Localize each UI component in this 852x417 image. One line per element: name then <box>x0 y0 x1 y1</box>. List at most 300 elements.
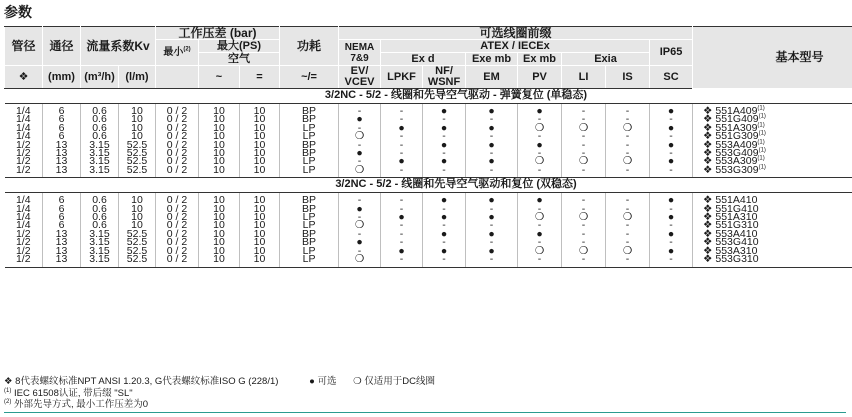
cell-sc: - <box>650 149 693 157</box>
cell-ac: 10 <box>199 166 240 174</box>
cell-pipe: 1/2 <box>15 236 31 249</box>
cell-power: BP <box>280 238 339 246</box>
col-atex: ATEX / IECEx <box>381 40 650 53</box>
cell-dc: 10 <box>240 132 280 140</box>
cell-ac: 10 <box>199 205 240 213</box>
cell-pv: ● <box>518 107 562 115</box>
col-flow: 流量系数Kv <box>81 27 156 66</box>
legend-dc-only: ❍ 仅适用于DC线圈 <box>353 376 435 387</box>
cell-min-max: 0 / 2 <box>156 132 199 140</box>
cell-is: - <box>606 230 650 238</box>
cell-ac: 10 <box>199 221 240 229</box>
cell-em: ● <box>466 157 518 165</box>
cell-power: BP <box>280 107 339 115</box>
cell-pv: - <box>518 115 562 123</box>
cell-min-max: 0 / 2 <box>156 115 199 123</box>
cell-li: ❍ <box>562 213 606 221</box>
model-number: ❖ 551A309 <box>703 121 758 134</box>
cell-orifice: 6 <box>43 115 81 123</box>
cell-pipe: 1/2 <box>15 163 31 176</box>
unit-is: IS <box>606 66 650 89</box>
cell-nf: ● <box>423 230 466 238</box>
spec-table <box>4 26 852 268</box>
cell-li: - <box>562 115 606 123</box>
cell-lpkf: - <box>381 255 423 263</box>
cell-pv: - <box>518 238 562 246</box>
col-ip65: IP65 <box>650 40 693 66</box>
cell-nf: - <box>423 255 466 263</box>
cell-li: - <box>562 196 606 204</box>
cell-power: BP <box>280 196 339 204</box>
cell-li: - <box>562 141 606 149</box>
cell-is: - <box>606 149 650 157</box>
section-header <box>5 89 852 104</box>
thread-note: ❖ 8代表螺纹标准NPT ANSI 1.20.3, G代表螺纹标准ISO G (228/1) <box>4 376 279 387</box>
cell-sc: ● <box>650 107 693 115</box>
cell-ev: - <box>339 230 381 238</box>
model-number: ❖ 553G409 <box>703 147 759 160</box>
cell-power: BP <box>280 115 339 123</box>
col-exmb-pv: Ex mb <box>518 53 562 66</box>
cell-pv: ❍ <box>518 157 562 165</box>
cell-lpkf: - <box>381 238 423 246</box>
footnote-thread <box>4 376 846 388</box>
cell-lpkf: - <box>381 230 423 238</box>
cell-is: ❍ <box>606 124 650 132</box>
cell-dc: 10 <box>240 221 280 229</box>
cell-kv-m3h: 0.6 <box>81 205 119 213</box>
cell-orifice: 13 <box>43 166 81 174</box>
cell-pipe: 1/4 <box>15 194 31 207</box>
cell-is: - <box>606 115 650 123</box>
cell-em: - <box>466 166 518 174</box>
spec-table-container <box>4 26 846 268</box>
cell-pipe: 1/4 <box>15 121 31 134</box>
cell-lpkf: - <box>381 166 423 174</box>
cell-orifice: 6 <box>43 221 81 229</box>
model-number: ❖ 551G309 <box>703 130 759 143</box>
cell-ev: - <box>339 213 381 221</box>
unit-lpkf: LPKF <box>381 66 423 89</box>
cell-sc: - <box>650 221 693 229</box>
cell-orifice: 13 <box>43 247 81 255</box>
cell-pipe: 1/4 <box>15 219 31 232</box>
cell-li: - <box>562 107 606 115</box>
table-body <box>5 89 852 268</box>
cell-kv-lmin: 10 <box>119 221 156 229</box>
cell-orifice: 6 <box>43 196 81 204</box>
cell-li: - <box>562 221 606 229</box>
cell-dc: 10 <box>240 166 280 174</box>
col-prefix-group: 可选线圈前缀 <box>339 27 693 40</box>
cell-kv-lmin: 10 <box>119 213 156 221</box>
model-number: ❖ 553A409 <box>703 138 758 151</box>
cell-kv-lmin: 52.5 <box>119 247 156 255</box>
cell-model <box>693 163 852 176</box>
cell-em: - <box>466 221 518 229</box>
cell-kv-m3h: 3.15 <box>81 230 119 238</box>
cell-dc: 10 <box>240 157 280 165</box>
cell-lpkf: - <box>381 141 423 149</box>
cell-nf: - <box>423 149 466 157</box>
cell-min-max: 0 / 2 <box>156 141 199 149</box>
model-number: ❖ 551G310 <box>703 219 759 232</box>
table-row <box>5 255 852 263</box>
cell-is: - <box>606 221 650 229</box>
cell-dc: 10 <box>240 205 280 213</box>
legend-available: ● 可选 <box>309 376 337 387</box>
unit-li: LI <box>562 66 606 89</box>
cell-is: - <box>606 238 650 246</box>
cell-pipe: 1/4 <box>15 211 31 224</box>
cell-power: BP <box>280 141 339 149</box>
cell-nf: - <box>423 115 466 123</box>
cell-li: - <box>562 230 606 238</box>
cell-ac: 10 <box>199 157 240 165</box>
cell-sc: ● <box>650 124 693 132</box>
cell-kv-lmin: 10 <box>119 205 156 213</box>
cell-min-max: 0 / 2 <box>156 149 199 157</box>
unit-power: ~/= <box>280 66 339 89</box>
cell-nf: ● <box>423 157 466 165</box>
cell-ac: 10 <box>199 230 240 238</box>
cell-ev: ● <box>339 149 381 157</box>
cell-kv-lmin: 10 <box>119 107 156 115</box>
col-exd: Ex d <box>381 53 466 66</box>
cell-lpkf: ● <box>381 213 423 221</box>
cell-li: - <box>562 166 606 174</box>
cell-power: BP <box>280 205 339 213</box>
section-title: 3/2NC - 5/2 - 线圈和先导空气驱动 - 弹簧复位 (单稳态) <box>5 89 852 104</box>
cell-pv: - <box>518 149 562 157</box>
cell-kv-m3h: 0.6 <box>81 124 119 132</box>
cell-pv: - <box>518 166 562 174</box>
cell-kv-lmin: 10 <box>119 196 156 204</box>
cell-em: - <box>466 132 518 140</box>
cell-kv-m3h: 3.15 <box>81 149 119 157</box>
col-power: 功耗 <box>280 27 339 66</box>
cell-min-max: 0 / 2 <box>156 221 199 229</box>
cell-pipe: 1/4 <box>15 105 31 117</box>
cell-min-max: 0 / 2 <box>156 196 199 204</box>
cell-lpkf: - <box>381 132 423 140</box>
model-number: ❖ 551G409 <box>703 113 759 126</box>
footnote-2: $^{(2)}$ 外部先导方式, 最小工作压差为0 <box>4 398 149 410</box>
col-exmb-em: Exe mb <box>466 53 518 66</box>
cell-nf: ● <box>423 213 466 221</box>
cell-dc: 10 <box>240 141 280 149</box>
cell-power: LP <box>280 213 339 221</box>
cell-power: BP <box>280 149 339 157</box>
model-number: ❖ 553G310 <box>703 253 759 266</box>
legend <box>309 376 435 387</box>
cell-em: - <box>466 115 518 123</box>
cell-dc: 10 <box>240 213 280 221</box>
col-air: 空气 <box>199 53 280 66</box>
unit-dc: = <box>240 66 280 89</box>
cell-dc: 10 <box>240 230 280 238</box>
cell-min-max: 0 / 2 <box>156 166 199 174</box>
cell-is: ❍ <box>606 157 650 165</box>
unit-m3h: (m³/h) <box>81 66 119 89</box>
cell-kv-m3h: 0.6 <box>81 132 119 140</box>
cell-kv-lmin: 52.5 <box>119 166 156 174</box>
cell-dc: 10 <box>240 238 280 246</box>
unit-pipe: ❖ <box>5 66 43 89</box>
cell-ev: ❍ <box>339 166 381 174</box>
table-row <box>5 166 852 174</box>
cell-min-max: 0 / 2 <box>156 213 199 221</box>
cell-kv-lmin: 10 <box>119 124 156 132</box>
cell-kv-m3h: 0.6 <box>81 115 119 123</box>
cell-orifice: 6 <box>43 107 81 115</box>
cell-ac: 10 <box>199 213 240 221</box>
cell-li: - <box>562 132 606 140</box>
cell-orifice: 13 <box>43 230 81 238</box>
cell-sc: - <box>650 115 693 123</box>
cell-ac: 10 <box>199 124 240 132</box>
model-footnote-mark: (1) <box>758 130 766 137</box>
model-footnote-mark: (1) <box>758 147 766 154</box>
cell-ac: 10 <box>199 247 240 255</box>
cell-sc: ● <box>650 196 693 204</box>
cell-kv-m3h: 0.6 <box>81 107 119 115</box>
section-header <box>5 178 852 193</box>
cell-pv: ● <box>518 141 562 149</box>
cell-dc: 10 <box>240 196 280 204</box>
cell-min-max: 0 / 2 <box>156 238 199 246</box>
cell-pipe: 1/2 <box>15 227 31 240</box>
col-orifice: 通径 <box>43 27 81 66</box>
cell-ev: - <box>339 247 381 255</box>
cell-li: ❍ <box>562 124 606 132</box>
cell-is: - <box>606 132 650 140</box>
cell-li: ❍ <box>562 157 606 165</box>
cell-pv: ❍ <box>518 213 562 221</box>
cell-nf: ● <box>423 196 466 204</box>
cell-em: ● <box>466 213 518 221</box>
col-nema: NEMA 7&9 <box>339 40 381 66</box>
model-number: ❖ 553A310 <box>703 244 758 257</box>
cell-kv-lmin: 52.5 <box>119 141 156 149</box>
cell-ev: ❍ <box>339 132 381 140</box>
cell-ev: ● <box>339 115 381 123</box>
unit-lmin: (l/m) <box>119 66 156 89</box>
unit-pv: PV <box>518 66 562 89</box>
cell-pipe: 1/4 <box>15 113 31 126</box>
model-number: ❖ 551G410 <box>703 202 759 215</box>
cell-dc: 10 <box>240 247 280 255</box>
cell-orifice: 6 <box>43 205 81 213</box>
cell-is: - <box>606 196 650 204</box>
model-number: ❖ 551A410 <box>703 194 758 207</box>
unit-evvcev: EV/ VCEV <box>339 66 381 89</box>
cell-is: - <box>606 255 650 263</box>
cell-sc: ● <box>650 141 693 149</box>
cell-orifice: 13 <box>43 255 81 263</box>
cell-kv-m3h: 3.15 <box>81 141 119 149</box>
cell-lpkf: - <box>381 107 423 115</box>
cell-min-max: 0 / 2 <box>156 247 199 255</box>
cell-em: ● <box>466 247 518 255</box>
cell-is: - <box>606 107 650 115</box>
cell-min-max: 0 / 2 <box>156 230 199 238</box>
cell-power: LP <box>280 157 339 165</box>
cell-pipe: 1/2 <box>15 244 31 257</box>
cell-min-max: 0 / 2 <box>156 157 199 165</box>
cell-pipe: 1/2 <box>15 147 31 160</box>
unit-ac: ~ <box>199 66 240 89</box>
cell-kv-m3h: 3.15 <box>81 166 119 174</box>
cell-em: ● <box>466 124 518 132</box>
model-footnote-mark: (1) <box>757 122 765 129</box>
cell-power: LP <box>280 124 339 132</box>
col-min: 最小$^{(2)}$ <box>156 40 199 66</box>
model-number: ❖ 553A309 <box>703 155 758 168</box>
cell-pv: - <box>518 221 562 229</box>
cell-lpkf: ● <box>381 157 423 165</box>
cell-kv-m3h: 3.15 <box>81 157 119 165</box>
model-number: ❖ 553G410 <box>703 236 759 249</box>
cell-li: ❍ <box>562 247 606 255</box>
cell-li: - <box>562 255 606 263</box>
cell-nf: ● <box>423 141 466 149</box>
cell-orifice: 6 <box>43 124 81 132</box>
cell-em: - <box>466 238 518 246</box>
model-footnote-mark: (1) <box>757 139 765 146</box>
cell-pv: - <box>518 132 562 140</box>
cell-pipe: 1/2 <box>15 253 31 266</box>
cell-ev: ❍ <box>339 221 381 229</box>
cell-ac: 10 <box>199 196 240 204</box>
cell-pv: - <box>518 255 562 263</box>
cell-lpkf: - <box>381 196 423 204</box>
cell-kv-m3h: 3.15 <box>81 255 119 263</box>
cell-nf: - <box>423 221 466 229</box>
cell-pv: ❍ <box>518 124 562 132</box>
cell-is: - <box>606 205 650 213</box>
cell-ac: 10 <box>199 149 240 157</box>
cell-ev: ❍ <box>339 255 381 263</box>
cell-pipe: 1/2 <box>15 138 31 151</box>
cell-ac: 10 <box>199 238 240 246</box>
page-title: 参数 <box>4 4 32 20</box>
cell-nf: ● <box>423 124 466 132</box>
cell-is: - <box>606 166 650 174</box>
cell-model <box>693 253 852 266</box>
footnote-1: $^{(1)}$ IEC 61508认证, 带后缀 "SL" <box>4 387 133 399</box>
cell-dc: 10 <box>240 149 280 157</box>
cell-dc: 10 <box>240 107 280 115</box>
cell-dc: 10 <box>240 124 280 132</box>
model-number: ❖ 553A410 <box>703 227 758 240</box>
cell-li: - <box>562 149 606 157</box>
cell-nf: - <box>423 205 466 213</box>
cell-min-max: 0 / 2 <box>156 107 199 115</box>
cell-orifice: 13 <box>43 141 81 149</box>
cell-ac: 10 <box>199 115 240 123</box>
cell-sc: ● <box>650 157 693 165</box>
cell-kv-lmin: 52.5 <box>119 238 156 246</box>
cell-sc: - <box>650 205 693 213</box>
cell-nf: ● <box>423 107 466 115</box>
cell-orifice: 13 <box>43 238 81 246</box>
cell-dc: 10 <box>240 115 280 123</box>
cell-kv-lmin: 52.5 <box>119 157 156 165</box>
model-footnote-mark: (1) <box>757 155 765 162</box>
cell-ac: 10 <box>199 107 240 115</box>
cell-li: - <box>562 238 606 246</box>
cell-sc: ● <box>650 230 693 238</box>
col-max-ps: 最大(PS) <box>199 40 280 53</box>
unit-sc: SC <box>650 66 693 89</box>
cell-pv: ● <box>518 230 562 238</box>
cell-orifice: 6 <box>43 213 81 221</box>
cell-ev: ● <box>339 238 381 246</box>
cell-em: ● <box>466 141 518 149</box>
cell-min-max: 0 / 2 <box>156 255 199 263</box>
cell-min-max: 0 / 2 <box>156 205 199 213</box>
cell-ev: ● <box>339 205 381 213</box>
cell-ac: 10 <box>199 255 240 263</box>
cell-kv-m3h: 0.6 <box>81 221 119 229</box>
cell-sc: - <box>650 166 693 174</box>
col-pressure-group: 工作压差 (bar) <box>156 27 280 40</box>
cell-pipe: 1/4 <box>15 130 31 143</box>
cell-kv-lmin: 52.5 <box>119 149 156 157</box>
cell-lpkf: - <box>381 205 423 213</box>
cell-kv-m3h: 3.15 <box>81 238 119 246</box>
cell-ev: - <box>339 141 381 149</box>
cell-kv-lmin: 10 <box>119 132 156 140</box>
table-header <box>5 27 852 89</box>
footnotes <box>4 376 846 411</box>
cell-em: - <box>466 149 518 157</box>
cell-ev: - <box>339 196 381 204</box>
cell-orifice: 13 <box>43 157 81 165</box>
cell-kv-lmin: 52.5 <box>119 230 156 238</box>
cell-ac: 10 <box>199 132 240 140</box>
cell-power: LP <box>280 132 339 140</box>
section-title: 3/2NC - 5/2 - 线圈和先导空气驱动和复位 (双稳态) <box>5 178 852 193</box>
model-footnote-mark: (1) <box>758 113 766 120</box>
cell-lpkf: ● <box>381 124 423 132</box>
bottom-rule <box>4 412 846 413</box>
cell-power: LP <box>280 247 339 255</box>
cell-is: ❍ <box>606 247 650 255</box>
cell-pv: ❍ <box>518 247 562 255</box>
cell-nf: - <box>423 132 466 140</box>
cell-sc: - <box>650 132 693 140</box>
cell-pipe: 1/4 <box>15 202 31 215</box>
cell-em: - <box>466 255 518 263</box>
cell-lpkf: ● <box>381 247 423 255</box>
cell-lpkf: - <box>381 115 423 123</box>
cell-nf: - <box>423 238 466 246</box>
cell-em: - <box>466 205 518 213</box>
cell-sc: - <box>650 238 693 246</box>
cell-is: - <box>606 141 650 149</box>
model-footnote-mark: (1) <box>758 164 766 171</box>
cell-sc: - <box>650 255 693 263</box>
cell-em: ● <box>466 196 518 204</box>
model-footnote-mark: (1) <box>757 105 765 112</box>
model-number: ❖ 553G309 <box>703 163 759 176</box>
unit-min <box>156 66 199 89</box>
cell-power: LP <box>280 166 339 174</box>
cell-orifice: 13 <box>43 149 81 157</box>
cell-min-max: 0 / 2 <box>156 124 199 132</box>
